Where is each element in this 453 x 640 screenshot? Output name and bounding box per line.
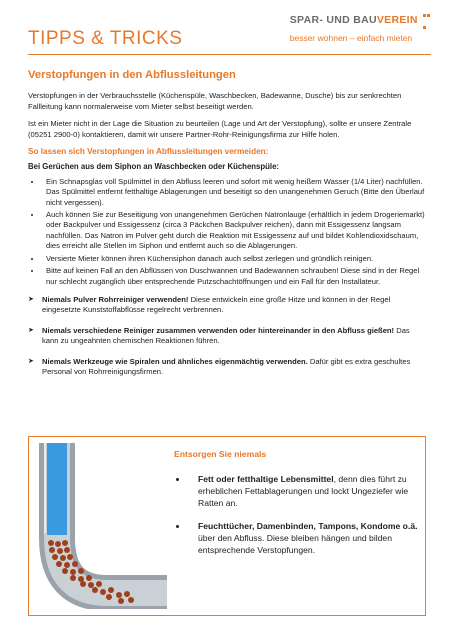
warning-text: Dafür gibt es extra geschultes Personal von Rohrreinigungsfirmen. bbox=[42, 356, 411, 376]
pipe-clog-icon bbox=[37, 443, 167, 609]
item-text: über den Abfluss. Diese bleiben hängen und bilden entsprechende Verstopfungen. bbox=[198, 532, 392, 556]
logo-name bbox=[290, 8, 431, 32]
intro-paragraph: Verstopfungen in der Verbrauchsstelle (Küchenspüle, Waschbecken, Badewanne, Dusche) bis zur senkrechten Fallleitung kann normalerweise vom Mieter selbst beseitigt werden. bbox=[28, 91, 402, 111]
warning-powder bbox=[28, 295, 428, 316]
arrow-right-icon: ➤ bbox=[28, 326, 34, 334]
warning-bold: Niemals Pulver Rohrreiniger verwenden! bbox=[42, 294, 189, 304]
item-bold: Feuchttücher, Damenbinden, Tampons, Kondome o.ä. bbox=[198, 520, 418, 531]
contact-paragraph: Ist ein Mieter nicht in der Lage die Situation zu beurteilen (Lage und Art der Verstopfung), sollte er unsere Zentrale (05251 2900-0) kontaktieren, damit wir unsere Partner-Rohr-Reinigungsfirma zur Hilfe holen. bbox=[28, 119, 412, 139]
arrow-right-icon: ➤ bbox=[28, 357, 34, 365]
box-title: Entsorgen Sie niemals bbox=[174, 449, 267, 459]
item-text: , denn dies führt zu erheblichen Fettablagerungen und lockt Ungeziefer wie Ratten an. bbox=[198, 474, 409, 509]
siphon-heading: Bei Gerüchen aus dem Siphon an Waschbecken oder Küchenspüle: bbox=[28, 162, 280, 172]
warning-text: Das kann zu ungeahnten chemischen Reaktionen führen. bbox=[42, 325, 410, 346]
list-item bbox=[188, 520, 428, 557]
disposal-box bbox=[28, 436, 426, 616]
list-item: • Versierte Mieter können ihren Küchensiphon danach auch selbst zerlegen und gründlich reinigen. bbox=[42, 254, 428, 264]
warning-bold: Niemals verschiedene Reiniger zusammen verwenden oder hintereinander in den Abfluss gießen! bbox=[42, 325, 395, 335]
list-item: • Auch können Sie zur Beseitigung von unangenehmen Gerüchen Natronlauge (erhältlich in jedem Drogeriemarkt) oder Backpulver und Essigessenz (circa 3 Päckchen Backpulver reichen), dann mit Essigessenz langsam nachfüllen. Das Natron im Pulver geht durch die Reaktion mit Essigessenz auf und bildet Kohlendioxidschaum, dies erreicht alle Stellen im Siphon und entfernt auch so die Ablagerungen. bbox=[42, 210, 428, 252]
company-logo bbox=[290, 8, 431, 43]
list-item: • Ein Schnapsglas voll Spülmittel in den Abfluss leeren und sofort mit wenig heißem Wasser (1/4 Liter) nachfüllen. Das Spülmittel entfernt fetthaltige Ablagerungen und beseitigt so den unangenehmen Geruch (Bitte den Überlauf nicht vergessen). bbox=[42, 177, 428, 208]
disposal-list bbox=[174, 473, 428, 566]
article-heading: Verstopfungen in den Abflussleitungen bbox=[28, 69, 236, 81]
warning-mixing bbox=[28, 326, 428, 347]
arrow-right-icon: ➤ bbox=[28, 295, 34, 303]
item-bold: Fett oder fetthaltige Lebensmittel bbox=[198, 474, 334, 484]
article bbox=[28, 70, 428, 387]
logo-squares-icon bbox=[423, 8, 431, 32]
logo-name-part2: VEREIN bbox=[376, 13, 418, 26]
header-divider bbox=[28, 54, 431, 55]
list-item: • Bitte auf keinen Fall an den Abflüssen von Duschwannen und Badewannen schrauben! Diese sind in der Regel nur schlecht zugänglich über entsprechende Putzschachtöffnungen und ein Fall für den Installateur. bbox=[42, 266, 428, 287]
list-item bbox=[188, 473, 428, 510]
page-title: TIPPS & TRICKS bbox=[28, 28, 183, 49]
logo-name-part1: SPAR- UND BAU bbox=[289, 13, 377, 26]
tips-list bbox=[28, 177, 428, 287]
logo-tagline: besser wohnen – einfach mieten bbox=[289, 33, 413, 43]
warning-tools bbox=[28, 357, 428, 378]
prevention-heading: So lassen sich Verstopfungen in Abflussleitungen vermeiden: bbox=[28, 147, 269, 157]
warning-bold: Niemals Werkzeuge wie Spiralen und ähnliches eigenmächtig verwenden. bbox=[42, 356, 308, 366]
warning-text: Diese entwickeln eine große Hitze und können in der Regel eingesetzte Kunststoffabflüsse regelrecht verbrennen. bbox=[42, 294, 391, 315]
